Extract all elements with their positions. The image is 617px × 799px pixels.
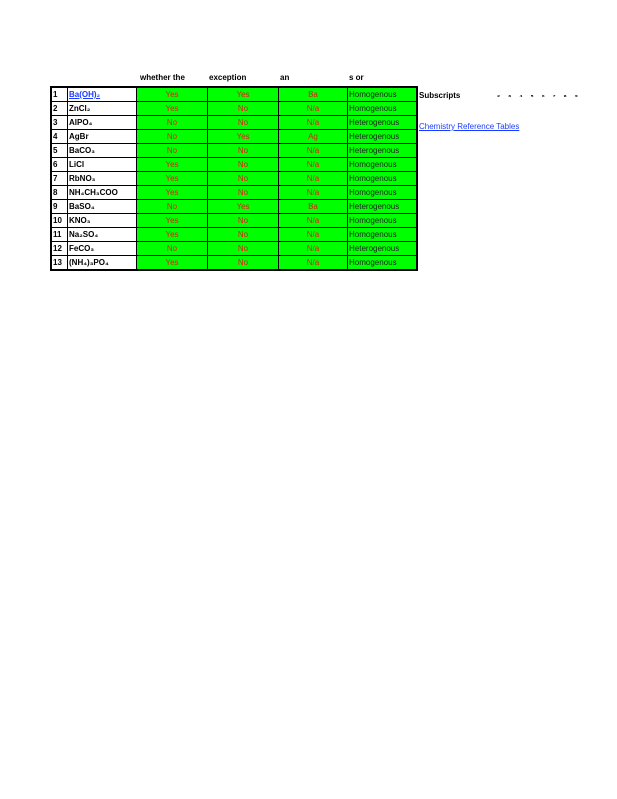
row-number: 6 [51, 158, 68, 172]
column-4-cell: Homogenous [348, 214, 418, 228]
column-header-2: exception [209, 73, 247, 82]
compound-cell[interactable]: Ba(OH)₂ [68, 87, 137, 102]
column-1-cell: Yes [137, 214, 208, 228]
column-3-cell: N/a [279, 172, 348, 186]
compound-cell: LiCl [68, 158, 137, 172]
column-1-cell: Yes [137, 102, 208, 116]
column-1-cell: Yes [137, 172, 208, 186]
compound-cell: ZnCl₂ [68, 102, 137, 116]
row-number: 11 [51, 228, 68, 242]
table-body [51, 87, 417, 270]
column-4-cell: Homogenous [348, 186, 418, 200]
column-1-cell: No [137, 130, 208, 144]
table-row [51, 102, 417, 116]
compound-cell: AlPO₄ [68, 116, 137, 130]
column-4-cell: Homogenous [348, 172, 418, 186]
column-2-cell: No [208, 144, 279, 158]
column-3-cell: N/a [279, 144, 348, 158]
column-3-cell: Ag [279, 130, 348, 144]
column-3-cell: N/a [279, 186, 348, 200]
compound-cell: (NH₄)₃PO₄ [68, 256, 137, 271]
compound-cell: RbNO₃ [68, 172, 137, 186]
column-2-cell: No [208, 214, 279, 228]
column-1-cell: Yes [137, 158, 208, 172]
chemistry-reference-link[interactable]: Chemistry Reference Tables [419, 122, 520, 131]
column-4-cell: Homogenous [348, 102, 418, 116]
table-row [51, 144, 417, 158]
subscripts-label: Subscripts [419, 91, 461, 100]
column-3-cell: N/a [279, 214, 348, 228]
column-1-cell: No [137, 144, 208, 158]
column-3-cell: Ba [279, 87, 348, 102]
column-1-cell: No [137, 200, 208, 214]
column-2-cell: No [208, 256, 279, 271]
table-row [51, 158, 417, 172]
column-header-3: an [280, 73, 290, 82]
row-number: 7 [51, 172, 68, 186]
row-number: 5 [51, 144, 68, 158]
column-header-4: s or [349, 73, 364, 82]
column-3-cell: N/a [279, 242, 348, 256]
column-1-cell: Yes [137, 228, 208, 242]
table-row [51, 200, 417, 214]
compound-cell: Na₂SO₄ [68, 228, 137, 242]
column-4-cell: Heterogenous [348, 144, 418, 158]
column-4-cell: Heterogenous [348, 130, 418, 144]
column-1-cell: Yes [137, 256, 208, 271]
column-4-cell: Homogenous [348, 87, 418, 102]
column-4-cell: Heterogenous [348, 116, 418, 130]
column-2-cell: No [208, 172, 279, 186]
column-1-cell: No [137, 116, 208, 130]
table-row [51, 186, 417, 200]
column-3-cell: N/a [279, 228, 348, 242]
table-row [51, 256, 417, 271]
table-row [51, 87, 417, 102]
row-number: 13 [51, 256, 68, 271]
row-number: 8 [51, 186, 68, 200]
compound-cell: FeCO₃ [68, 242, 137, 256]
column-2-cell: Yes [208, 130, 279, 144]
subscript-digits[interactable]: ₂ ₃ ₄ ₅ ₆ ₇ ₈ ₉ [497, 92, 581, 99]
compound-cell: KNO₃ [68, 214, 137, 228]
table-row [51, 172, 417, 186]
row-number: 3 [51, 116, 68, 130]
column-2-cell: No [208, 228, 279, 242]
column-2-cell: No [208, 186, 279, 200]
table-row [51, 228, 417, 242]
compound-cell: BaSO₄ [68, 200, 137, 214]
column-2-cell: No [208, 158, 279, 172]
table-row [51, 116, 417, 130]
table-row [51, 242, 417, 256]
row-number: 9 [51, 200, 68, 214]
compound-cell: NH₄CH₃COO [68, 186, 137, 200]
column-header-1: whether the [140, 73, 185, 82]
column-4-cell: Heterogenous [348, 242, 418, 256]
column-2-cell: Yes [208, 87, 279, 102]
column-4-cell: Homogenous [348, 158, 418, 172]
table-row [51, 214, 417, 228]
column-4-cell: Heterogenous [348, 200, 418, 214]
column-1-cell: No [137, 242, 208, 256]
row-number: 12 [51, 242, 68, 256]
column-4-cell: Homogenous [348, 228, 418, 242]
column-3-cell: N/a [279, 256, 348, 271]
row-number: 2 [51, 102, 68, 116]
column-4-cell: Homogenous [348, 256, 418, 271]
column-2-cell: No [208, 102, 279, 116]
column-2-cell: No [208, 116, 279, 130]
table-row [51, 130, 417, 144]
column-3-cell: N/a [279, 116, 348, 130]
column-1-cell: Yes [137, 186, 208, 200]
compound-cell: AgBr [68, 130, 137, 144]
row-number: 1 [51, 87, 68, 102]
solubility-table [50, 86, 418, 271]
row-number: 4 [51, 130, 68, 144]
column-3-cell: N/a [279, 102, 348, 116]
column-2-cell: Yes [208, 200, 279, 214]
column-3-cell: Ba [279, 200, 348, 214]
compound-cell: BaCO₃ [68, 144, 137, 158]
column-2-cell: No [208, 242, 279, 256]
column-3-cell: N/a [279, 158, 348, 172]
column-1-cell: Yes [137, 87, 208, 102]
row-number: 10 [51, 214, 68, 228]
